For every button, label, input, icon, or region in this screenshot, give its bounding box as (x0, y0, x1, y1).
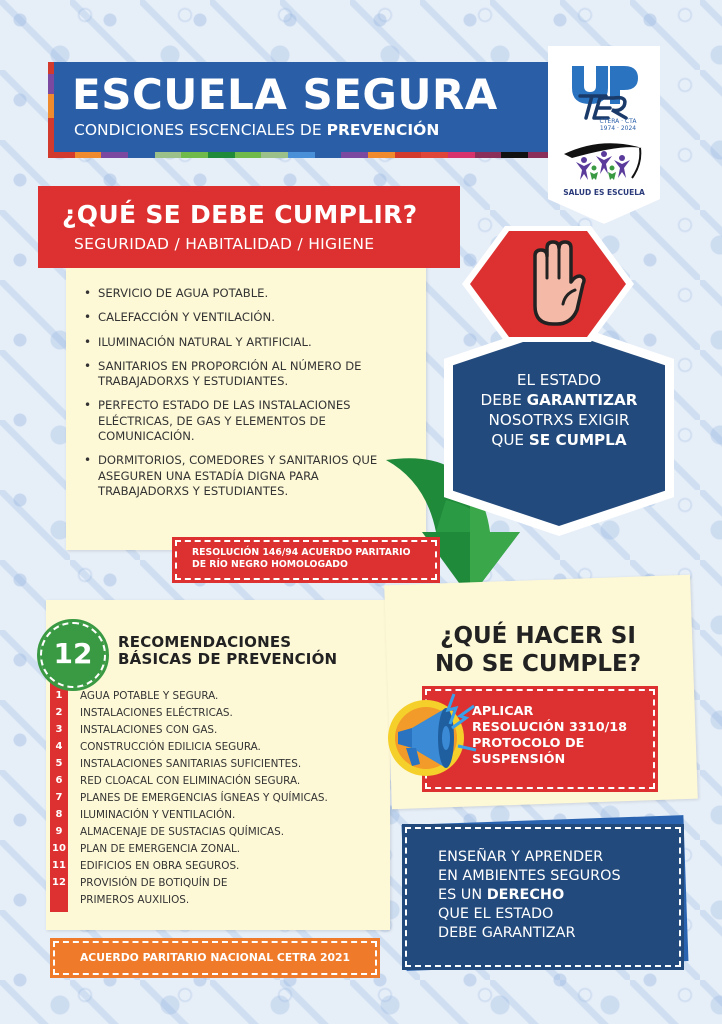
state-message-line2: DEBE GARANTIZAR (480, 391, 638, 409)
list-item: 7 PLANES DE EMERGENCIAS ÍGNEAS Y QUÍMICAS. (55, 791, 328, 804)
list-item: 1 AGUA POTABLE Y SEGURA. (55, 689, 219, 702)
right-message: ENSEÑAR Y APRENDER EN AMBIENTES SEGUROS ES UN DERECHO QUE EL ESTADO DEBE GARANTIZAR (438, 849, 621, 941)
stripe-segment (475, 152, 502, 158)
list-item: 6 RED CLOACAL CON ELIMINACIÓN SEGURA. (55, 774, 301, 787)
page-title: ESCUELA SEGURA (72, 70, 498, 119)
stripe-segment (395, 152, 422, 158)
list-item: 8 ILUMINACIÓN Y VENTILACIÓN. (55, 808, 236, 821)
recommendations-list (50, 687, 380, 908)
list-item: • DORMITORIOS, COMEDORES Y SANITARIOS QUE ASEGUREN UNA ESTADÍA DIGNA PARA TRABAJADORXS Y ESTUDIANTES. (82, 453, 412, 499)
page-subtitle: CONDICIONES ESCENCIALES DE PREVENCIÓN (74, 121, 440, 139)
stripe-segment (101, 152, 128, 158)
color-stripe (48, 152, 608, 158)
stripe-segment (501, 152, 528, 158)
list-item: • SERVICIO DE AGUA POTABLE. (82, 286, 412, 301)
right-message-line3: ES UN DERECHO (438, 887, 565, 903)
agreement-badge: ACUERDO PARITARIO NACIONAL CETRA 2021 (50, 938, 380, 978)
list-item: 9 ALMACENAJE DE SUSTACIAS QUÍMICAS. (55, 825, 285, 838)
list-item: 2 INSTALACIONES ELÉCTRICAS. (55, 706, 233, 719)
megaphone-icon (384, 684, 480, 780)
salud-escuela-logo-icon (562, 140, 648, 186)
stripe-segment (235, 152, 262, 158)
requirements-title: ¿QUÉ SE DEBE CUMPLIR? (62, 200, 418, 229)
stripe-segment (48, 152, 75, 158)
stripe-segment (128, 152, 155, 158)
list-item: • CALEFACCIÓN Y VENTILACIÓN. (82, 310, 412, 325)
list-item: 4 CONSTRUCCIÓN EDILICIA SEGURA. (55, 740, 261, 753)
state-message-line4: QUE SE CUMPLA (491, 431, 627, 449)
stripe-segment (341, 152, 368, 158)
list-item: • ILUMINACIÓN NATURAL Y ARTIFICIAL. (82, 335, 412, 350)
action-text: APLICAR RESOLUCIÓN 3310/18 PROTOCOLO DE SUSPENSIÓN (472, 704, 628, 767)
recommendations-title: RECOMENDACIONES BÁSICAS DE PREVENCIÓN (118, 633, 338, 668)
list-item: 10 PLAN DE EMERGENCIA ZONAL. (52, 842, 241, 855)
stripe-segment (181, 152, 208, 158)
stop-hand-icon (525, 238, 589, 330)
list-item: 5 INSTALACIONES SANITARIAS SUFICIENTES. (55, 757, 302, 770)
salud-escuela-label: SALUD ES ESCUELA (563, 188, 645, 197)
stripe-segment (261, 152, 288, 158)
stripe-segment (155, 152, 182, 158)
stripe-segment (75, 152, 102, 158)
stripe-segment (421, 152, 448, 158)
stripe-segment (448, 152, 475, 158)
stripe-segment (368, 152, 395, 158)
list-item: 3 INSTALACIONES CON GAS. (55, 723, 218, 736)
stripe-segment (315, 152, 342, 158)
union-caption: CTERA · CTA 1974 · 2024 (599, 118, 637, 132)
stripe-segment (288, 152, 315, 158)
list-item: PRIMEROS AUXILIOS. (80, 893, 190, 906)
resolution-badge: RESOLUCIÓN 146/94 ACUERDO PARITARIO DE RÍO NEGRO HOMOLOGADO (172, 537, 440, 583)
list-item: 12 PROVISIÓN DE BOTIQUÍN DE (52, 876, 228, 889)
state-message: EL ESTADO DEBE GARANTIZAR NOSOTRXS EXIGIR QUE SE CUMPLA (453, 370, 665, 450)
what-to-do-title: ¿QUÉ HACER SI NO SE CUMPLE? (434, 623, 642, 677)
count-badge: 12 (40, 622, 106, 688)
union-logo-icon (570, 64, 640, 120)
list-item: 11 EDIFICIOS EN OBRA SEGUROS. (52, 859, 240, 872)
list-item: • PERFECTO ESTADO DE LAS INSTALACIONES ELÉCTRICAS, DE GAS Y ELEMENTOS DE COMUNICACIÓN. (82, 398, 412, 444)
stripe-segment (208, 152, 235, 158)
requirements-subtitle: SEGURIDAD / HABITALIDAD / HIGIENE (74, 235, 375, 253)
list-item: • SANITARIOS EN PROPORCIÓN AL NÚMERO DE TRABAJADORXS Y ESTUDIANTES. (82, 359, 412, 390)
requirements-list (82, 286, 412, 508)
